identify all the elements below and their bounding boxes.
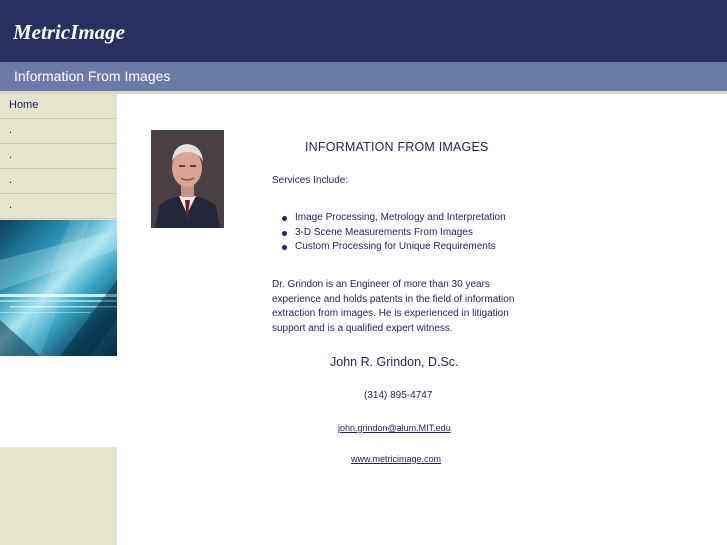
bio-line: Dr. Grindon is an Engineer of more than 30 years xyxy=(272,279,490,290)
site-header xyxy=(0,0,727,62)
sidebar-item-home[interactable]: Home xyxy=(0,94,117,119)
subheader-bar xyxy=(0,62,727,91)
bio-line: extraction from images. He is experienced in litigation xyxy=(272,308,509,320)
sidebar-item-4[interactable]: . xyxy=(0,169,117,194)
sidebar-item-2[interactable]: . xyxy=(0,119,117,144)
services-label: Services Include: xyxy=(272,175,349,186)
sidebar-item-5[interactable]: . xyxy=(0,194,117,219)
page-subtitle: Information From Images xyxy=(14,68,171,84)
bio-line: experience and holds patents in the field of information xyxy=(272,293,515,305)
sidebar-spacer xyxy=(0,356,117,447)
site-logo: MetricImage xyxy=(13,20,125,44)
page-heading: INFORMATION FROM IMAGES xyxy=(305,140,489,154)
contact-phone: (314) 895-4747 xyxy=(364,390,433,401)
bio-line: support and is a qualified expert witness. xyxy=(272,322,453,334)
portrait-photo xyxy=(151,130,224,228)
person-portrait-illustration xyxy=(151,130,224,228)
services-list xyxy=(282,211,506,255)
list-item: Custom Processing for Unique Requirements xyxy=(282,240,506,255)
sidebar-item-3[interactable]: . xyxy=(0,144,117,169)
list-item: 3-D Scene Measurements From Images xyxy=(282,226,506,241)
contact-name: John R. Grindon, D.Sc. xyxy=(330,355,459,369)
abstract-light-graphic xyxy=(0,220,117,356)
email-link[interactable]: john.grindon@alum.MIT.edu xyxy=(338,423,451,433)
website-link[interactable]: www.metricimage.com xyxy=(351,454,442,464)
sidebar-decorative-image xyxy=(0,220,117,356)
bio-paragraph xyxy=(272,278,522,336)
list-item: Image Processing, Metrology and Interpretation xyxy=(282,211,506,226)
